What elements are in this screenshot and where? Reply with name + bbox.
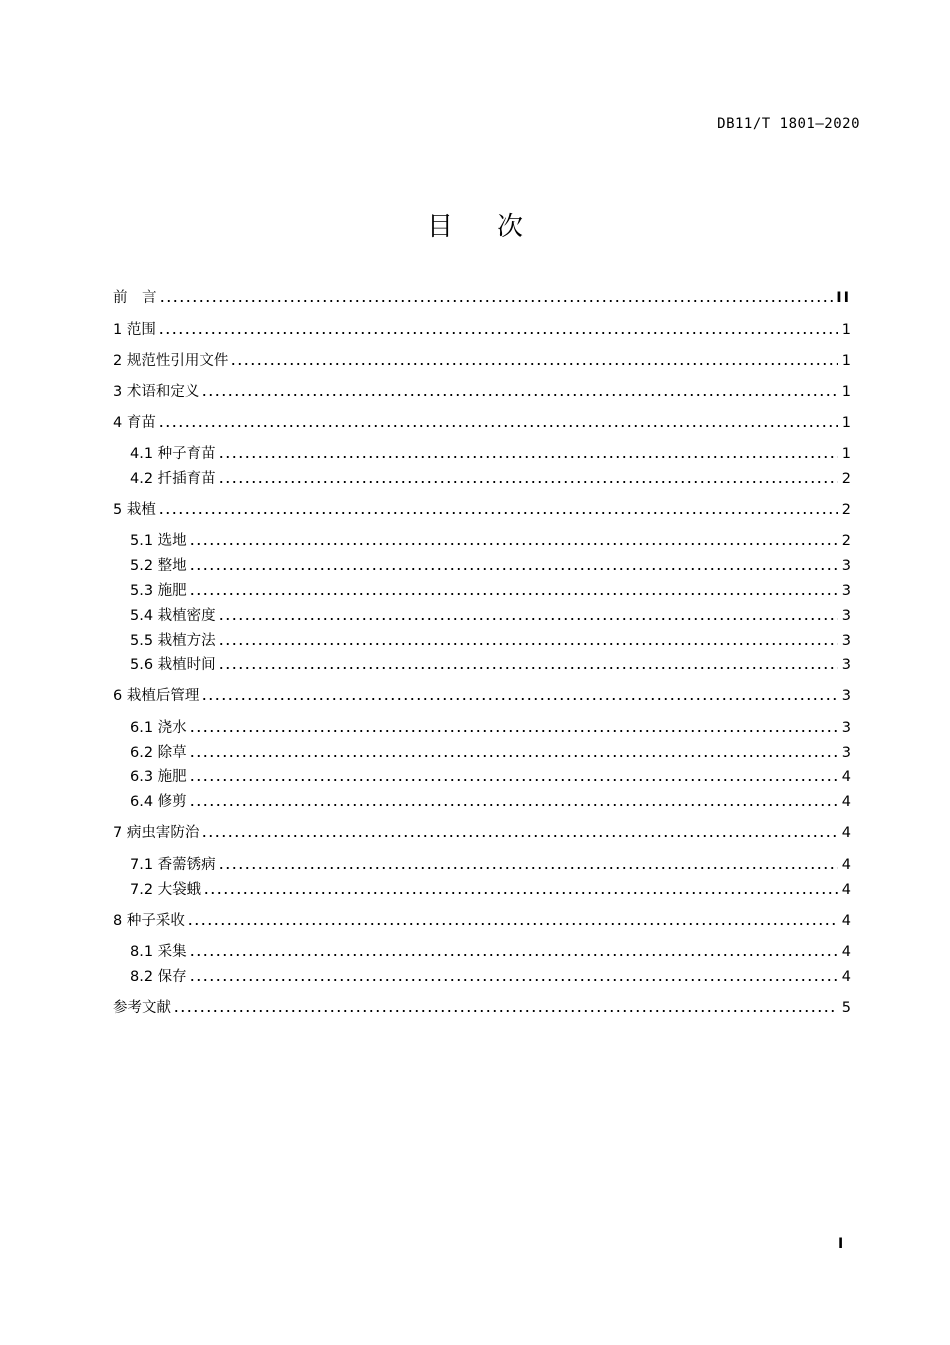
toc-dot-leader — [201, 833, 838, 839]
toc-entry[interactable] — [113, 499, 851, 521]
toc-entry[interactable] — [130, 717, 851, 739]
toc-entry-title: 4.2 扦插育苗 — [130, 471, 216, 487]
toc-entry-title: 7 病虫害防治 — [113, 825, 200, 841]
toc-dot-leader — [201, 696, 838, 702]
toc-entry[interactable] — [113, 997, 851, 1019]
toc-entry-page: 2 — [841, 533, 851, 549]
toc-entry-title: 5.2 整地 — [130, 558, 187, 574]
toc-entry[interactable] — [130, 530, 851, 552]
toc-entry[interactable] — [113, 685, 851, 707]
toc-entry-title: 8.2 保存 — [130, 969, 187, 985]
toc-dot-leader — [173, 1008, 838, 1014]
toc-entry-page: 1 — [841, 415, 851, 431]
toc-entry-page: 4 — [841, 769, 851, 785]
toc-entry[interactable] — [130, 654, 851, 676]
toc-entry[interactable] — [130, 742, 851, 764]
toc-entry-title: 4.1 种子育苗 — [130, 446, 216, 462]
toc-entry-title: 5.5 栽植方法 — [130, 633, 216, 649]
toc-entry-title: 5.3 施肥 — [130, 583, 187, 599]
toc-entry-page: 5 — [841, 1000, 851, 1016]
toc-entry-title: 6.3 施肥 — [130, 769, 187, 785]
toc-entry-title: 参考文献 — [113, 1000, 171, 1016]
toc-entry-page: 3 — [841, 608, 851, 624]
toc-entry-page: 4 — [841, 794, 851, 810]
toc-entry-title: 2 规范性引用文件 — [113, 353, 229, 369]
toc-entry-page: 4 — [841, 913, 851, 929]
toc-entry-title: 6.2 除草 — [130, 745, 187, 761]
toc-dot-leader — [230, 361, 838, 367]
toc-entry-page: 4 — [841, 857, 851, 873]
toc-entry-title: 前 言 — [113, 290, 157, 306]
toc-dot-leader — [218, 454, 838, 460]
toc-entry-page: 4 — [841, 944, 851, 960]
toc-entry[interactable] — [113, 350, 851, 372]
toc-entry[interactable] — [113, 287, 851, 309]
toc-dot-leader — [189, 566, 838, 572]
toc-entry-page: 3 — [841, 583, 851, 599]
toc-entry-page: 1 — [841, 384, 851, 400]
page-title: 目次 — [426, 212, 567, 242]
toc-entry[interactable] — [130, 791, 851, 813]
toc-entry-title: 5.4 栽植密度 — [130, 608, 216, 624]
toc-dot-leader — [218, 479, 838, 485]
toc-dot-leader — [189, 977, 838, 983]
toc-dot-leader — [218, 865, 838, 871]
toc-dot-leader — [187, 921, 838, 927]
toc-dot-leader — [189, 802, 838, 808]
toc-entry-page: 4 — [841, 882, 851, 898]
toc-entry-title: 3 术语和定义 — [113, 384, 200, 400]
toc-entry-page: 2 — [841, 502, 851, 518]
toc-entry-page: 3 — [841, 745, 851, 761]
toc-dot-leader — [189, 591, 838, 597]
toc-entry[interactable] — [130, 468, 851, 490]
toc-dot-leader — [189, 952, 838, 958]
toc-entry-page: 3 — [841, 558, 851, 574]
toc-entry[interactable] — [113, 319, 851, 341]
toc-entry-title: 1 范围 — [113, 322, 156, 338]
toc-entry[interactable] — [113, 381, 851, 403]
document-code: DB11/T 1801—2020 — [717, 116, 860, 132]
toc-entry-page: 4 — [841, 969, 851, 985]
toc-entry-title: 8 种子采收 — [113, 913, 185, 929]
toc-entry[interactable] — [130, 854, 851, 876]
toc-entry-page: II — [836, 290, 851, 306]
toc-entry[interactable] — [130, 630, 851, 652]
toc-entry[interactable] — [130, 555, 851, 577]
toc-dot-leader — [203, 890, 838, 896]
toc-entry-title: 6 栽植后管理 — [113, 688, 200, 704]
toc-entry[interactable] — [130, 443, 851, 465]
toc-entry-title: 6.4 修剪 — [130, 794, 187, 810]
toc-entry-page: 3 — [841, 633, 851, 649]
toc-entry-page: 1 — [841, 446, 851, 462]
toc-entry[interactable] — [130, 766, 851, 788]
toc-entry-title: 8.1 采集 — [130, 944, 187, 960]
toc-entry-title: 7.1 香薷锈病 — [130, 857, 216, 873]
toc-entry-page: 3 — [841, 688, 851, 704]
toc-dot-leader — [189, 777, 838, 783]
toc-dot-leader — [158, 423, 838, 429]
page-number: I — [838, 1236, 844, 1252]
toc-entry-title: 7.2 大袋蛾 — [130, 882, 202, 898]
toc-dot-leader — [159, 298, 834, 304]
toc-entry-page: 1 — [841, 322, 851, 338]
toc-entry[interactable] — [130, 580, 851, 602]
toc-dot-leader — [189, 541, 838, 547]
toc-entry-title: 6.1 浇水 — [130, 720, 187, 736]
toc-entry-page: 4 — [841, 825, 851, 841]
toc-entry[interactable] — [113, 910, 851, 932]
toc-entry-page: 2 — [841, 471, 851, 487]
toc-entry[interactable] — [130, 941, 851, 963]
toc-entry-page: 3 — [841, 657, 851, 673]
toc-dot-leader — [218, 616, 838, 622]
toc-entry[interactable] — [130, 879, 851, 901]
toc-entry-page: 3 — [841, 720, 851, 736]
toc-entry[interactable] — [130, 605, 851, 627]
toc-entry-title: 4 育苗 — [113, 415, 156, 431]
toc-dot-leader — [218, 665, 838, 671]
toc-dot-leader — [189, 753, 838, 759]
toc-dot-leader — [189, 728, 838, 734]
toc-dot-leader — [201, 392, 838, 398]
toc-entry-page: 1 — [841, 353, 851, 369]
toc-entry-title: 5.1 选地 — [130, 533, 187, 549]
toc-entry-title: 5 栽植 — [113, 502, 156, 518]
toc-dot-leader — [218, 641, 838, 647]
toc-dot-leader — [158, 510, 838, 516]
toc-entry-title: 5.6 栽植时间 — [130, 657, 216, 673]
toc-entry[interactable] — [130, 966, 851, 988]
toc-dot-leader — [158, 330, 838, 336]
toc-entry[interactable] — [113, 822, 851, 844]
toc-entry[interactable] — [113, 412, 851, 434]
